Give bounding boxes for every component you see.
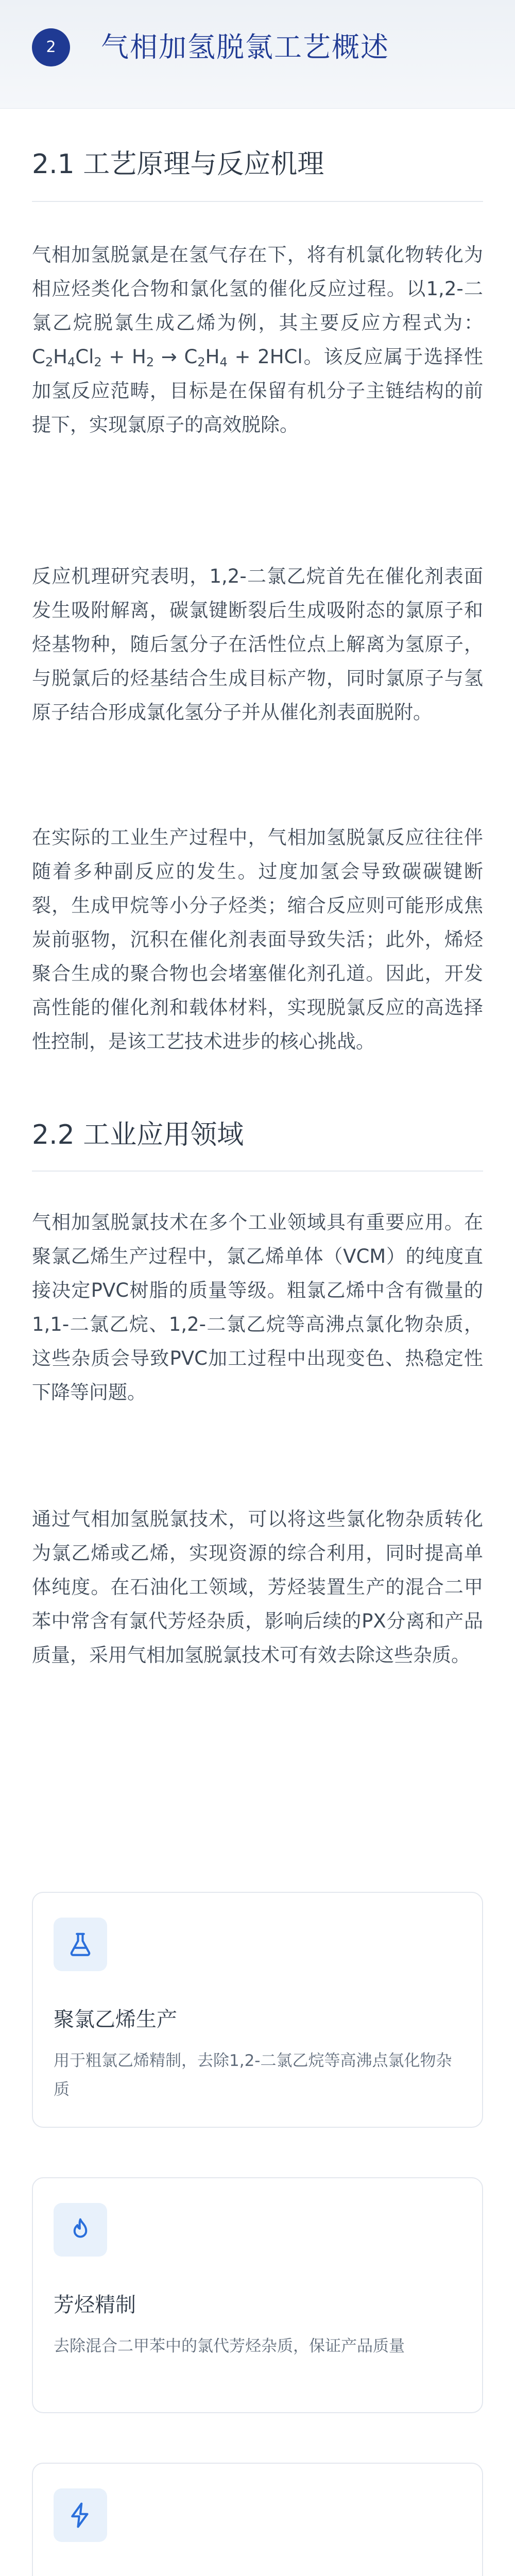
application-card-pvc (32, 1892, 483, 2128)
subsection-title-2-2: 2.2 工业应用领域 (32, 1120, 244, 1150)
reaction-equation: $C_2H_4Cl_2 + H_2 \to C_2H_4 + 2HCl$ (32, 346, 303, 369)
card-description: 去除混合二甲苯中的氯代芳烃杂质，保证产品质量 (54, 2337, 405, 2355)
paragraph-applications: 气相加氢脱氯技术在多个工业领域具有重要应用。在聚氯乙烯生产过程中，氯乙烯单体（VCM）的纯度直接决定PVC树脂的质量等级。粗氯乙烯中含有微量的1,1-二氯乙烷、1,2-二氯乙烷等高沸点氯化物杂质，这些杂质会导致PVC加工过程中出现变色、热稳定性下降等问题。 (32, 1211, 483, 1403)
card-description: 用于粗氯乙烯精制，去除1,2-二氯乙烷等高沸点氯化物杂质 (54, 2052, 452, 2099)
paragraph-mechanism: 反应机理研究表明，1,2-二氯乙烷首先在催化剂表面发生吸附解离，碳氯键断裂后生成吸附态的氯原子和烃基物种，随后氢分子在活性位点上解离为氢原子，与脱氯后的烃基结合生成目标产物，同时氯原子与氢原子结合形成氯化氢分子并从催化剂表面脱附。 (32, 565, 483, 723)
subsection-title-2-1: 2.1 工艺原理与反应机理 (32, 149, 324, 180)
paragraph-principle: 气相加氢脱氯是在氢气存在下，将有机氯化物转化为相应烃类化合物和氯化氢的催化反应过程。以1,2-二氯乙烷脱氯生成乙烯为例，其主要反应方程式为：$C_2H_4Cl_2 + H_2 \to C_2H_4 + 2HCl$。该反应属于选择性加氢反应范畴，目标是在保留有机分子主链结构的前提下，实现氯原子的高效脱除。 (32, 244, 484, 436)
bolt-icon (54, 2488, 107, 2542)
paragraph-technology-benefit: 通过气相加氢脱氯技术，可以将这些氯化物杂质转化为氯乙烯或乙烯，实现资源的综合利用，同时提高单体纯度。在石油化工领域，芳烃装置生产的混合二甲苯中常含有氯代芳烃杂质，影响后续的PX分离和产品质量，采用气相加氢脱氯技术可有效去除这些杂质。 (32, 1508, 483, 1666)
card-title: 聚氯乙烯生产 (54, 2008, 177, 2031)
card-title: 芳烃精制 (54, 2293, 136, 2317)
section-title: 气相加氢脱氯工艺概述 (101, 31, 389, 63)
subsection-divider (32, 201, 483, 202)
flask-icon (54, 1918, 107, 1971)
section-header (0, 0, 515, 109)
section-number-badge: 2 (32, 28, 70, 66)
flame-icon (54, 2203, 107, 2257)
subsection-divider (32, 1171, 483, 1172)
application-card-aromatics (32, 2177, 483, 2413)
paragraph-side-reactions: 在实际的工业生产过程中，气相加氢脱氯反应往往伴随着多种副反应的发生。过度加氢会导致碳碳键断裂，生成甲烷等小分子烃类；缩合反应则可能形成焦炭前驱物，沉积在催化剂表面导致失活；此外，烯烃聚合生成的聚合物也会堵塞催化剂孔道。因此，开发高性能的催化剂和载体材料，实现脱氯反应的高选择性控制，是该工艺技术进步的核心挑战。 (32, 826, 483, 1053)
application-card-olefin (32, 2463, 483, 2576)
